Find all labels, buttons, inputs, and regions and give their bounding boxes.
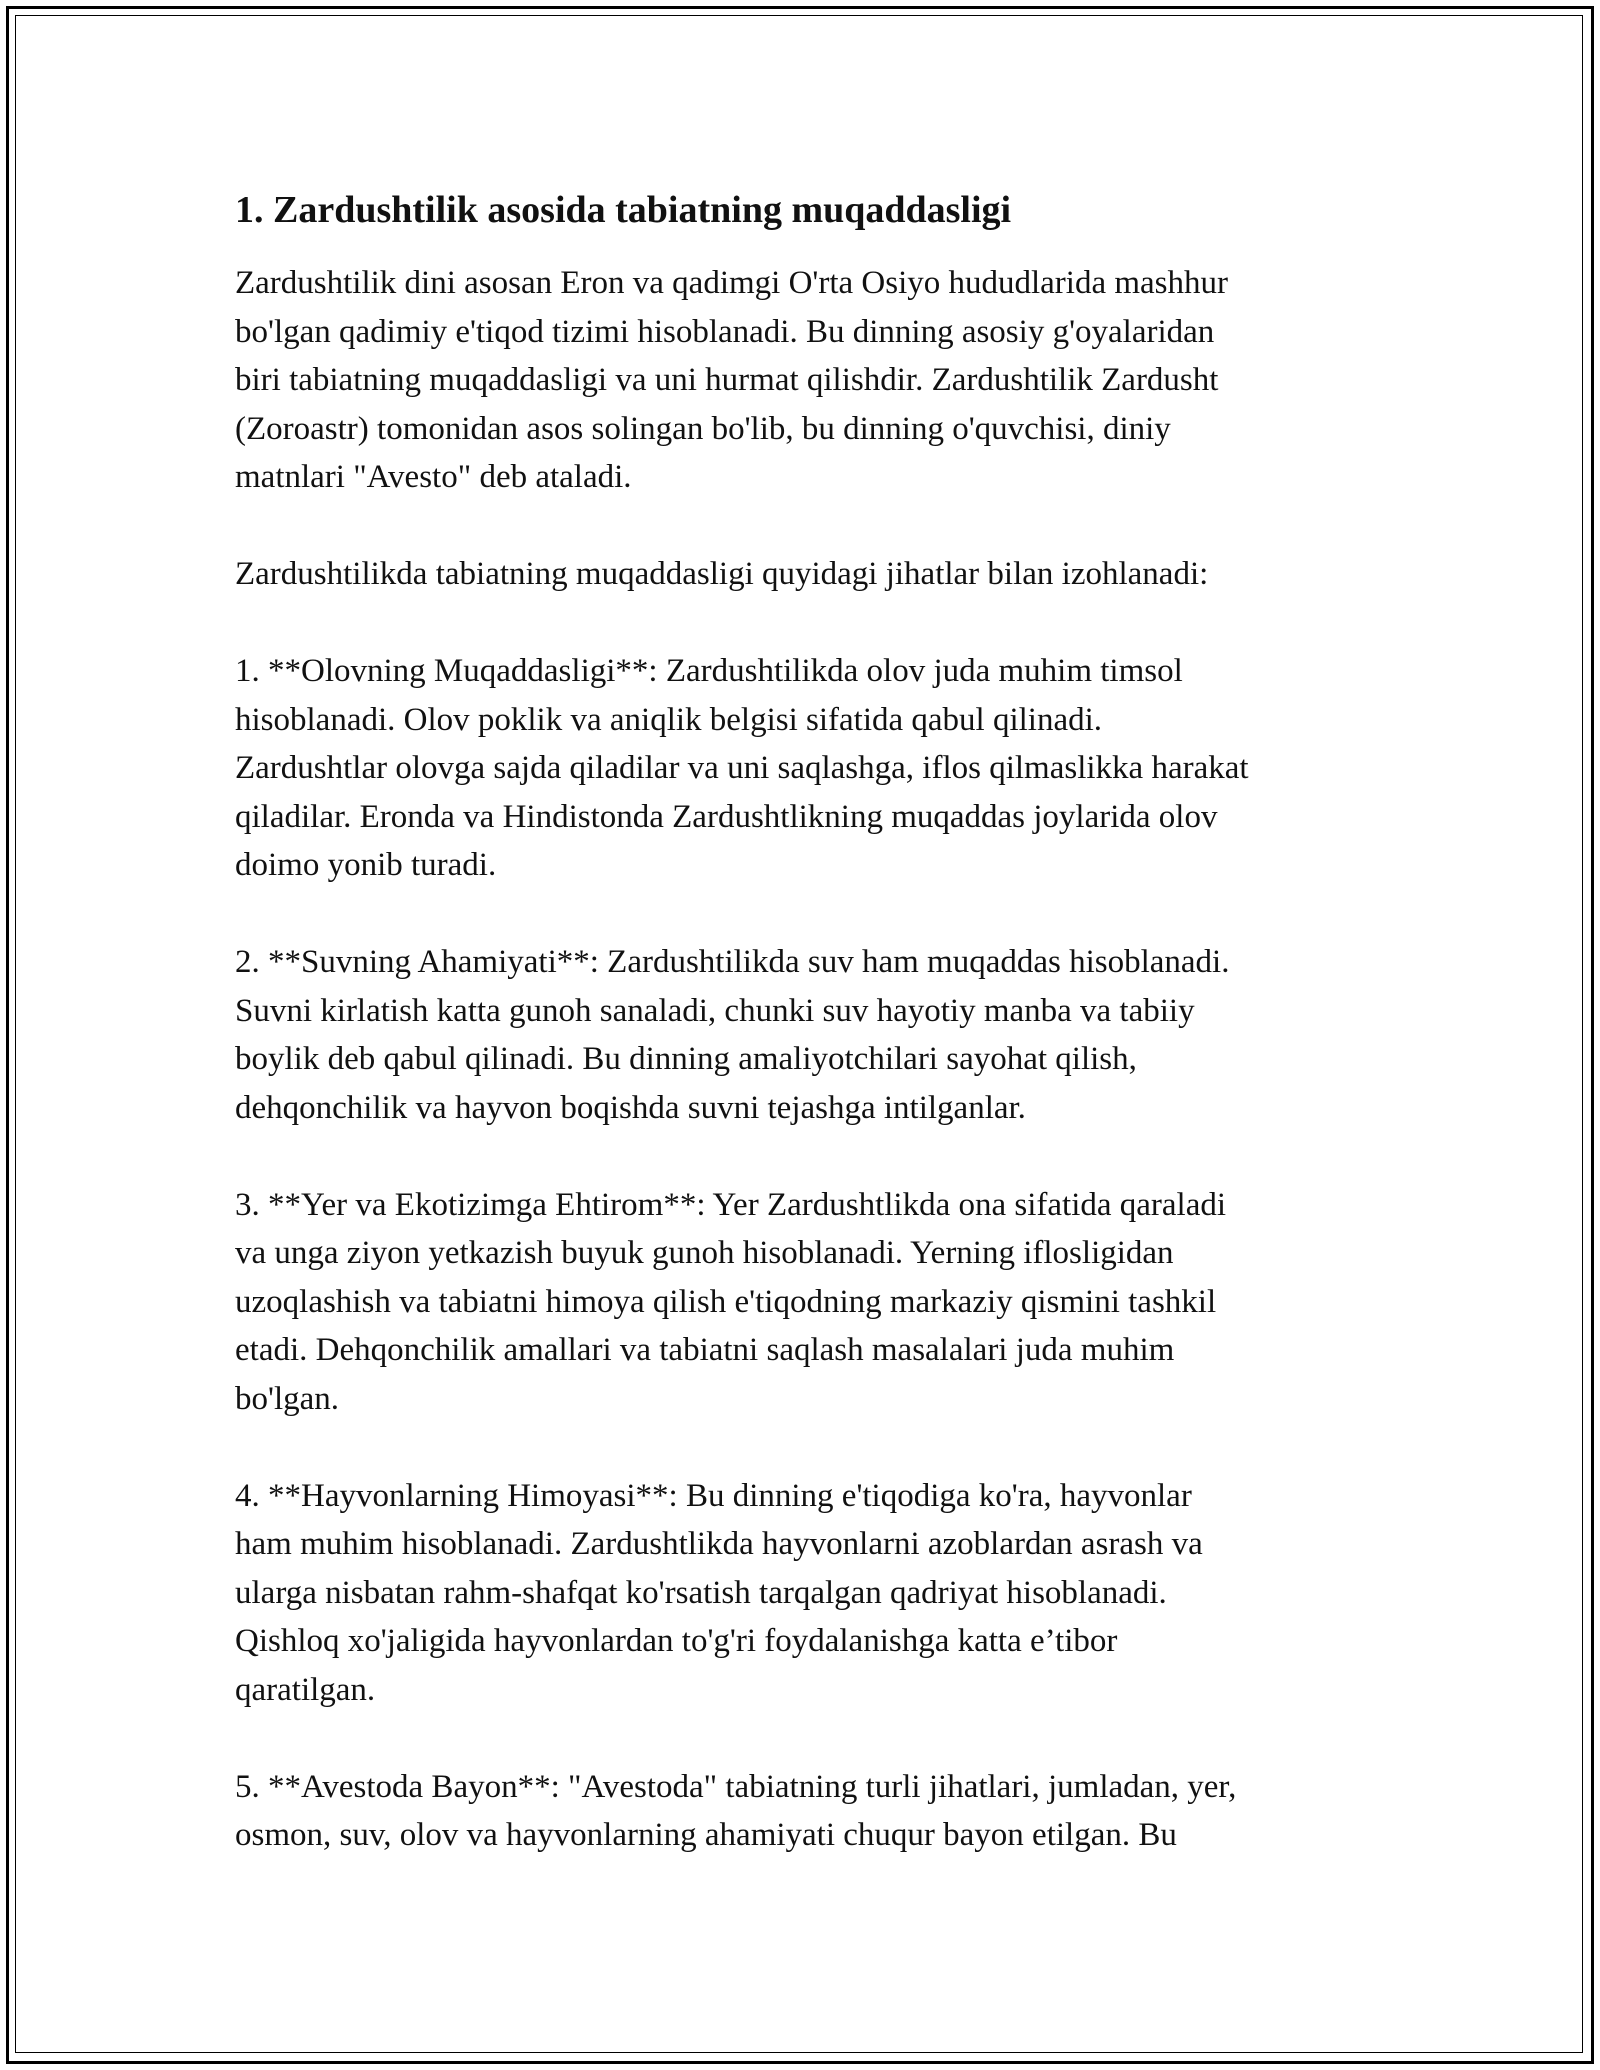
list-item-earth: 3. **Yer va Ekotizimga Ehtirom**: Yer Zardushtlikda ona sifatida qaraladi va unga ziyon yetkazish buyuk gunoh hisoblanadi. Yerning iflosligidan uzoqlashish va tabiatni himoya qilish e'tiqodning markaziy qismini tashkil etadi. Dehqonchilik amallari va tabiatni saqlash masalalari juda muhim bo'lgan. [235, 1186, 1227, 1417]
document-body [235, 186, 1375, 1908]
list-item-fire: 1. **Olovning Muqaddasligi**: Zardushtilikda olov juda muhim timsol hisoblanadi. Olov poklik va aniqlik belgisi sifatida qabul qilinadi. Zardushtlar olovga sajda qiladilar va uni saqlashga, iflos qilmaslikka harakat qiladilar. Eronda va Hindistonda Zardushtlikning muqaddas joylarida olov doimo yonib turadi. [235, 653, 1249, 884]
list-item-water: 2. **Suvning Ahamiyati**: Zardushtilikda suv ham muqaddas hisoblanadi. Suvni kirlatish katta gunoh sanaladi, chunki suv hayotiy manba va tabiiy boylik deb qabul qilinadi. Bu dinning amaliyotchilari sayohat qilish, dehqonchilik va hayvon boqishda suvni tejashga intilganlar. [235, 944, 1230, 1126]
paragraph-intro: Zardushtilik dini asosan Eron va qadimgi O'rta Osiyo hududlarida mashhur bo'lgan qadimiy e'tiqod tizimi hisoblanadi. Bu dinning asosiy g'oyalaridan biri tabiatning muqaddasligi va uni hurmat qilishdir. Zardushtilik Zardusht (Zoroastr) tomonidan asos solingan bo'lib, bu dinning o'quvchisi, diniy matnlari "Avesto" deb ataladi. [235, 265, 1229, 496]
list-item-animals: 4. **Hayvonlarning Himoyasi**: Bu dinning e'tiqodiga ko'ra, hayvonlar ham muhim hisoblanadi. Zardushtlikda hayvonlarni azoblardan asrash va ularga nisbatan rahm-shafqat ko'rsatish tarqalgan qadriyat hisoblanadi. Qishloq xo'jaligida hayvonlardan to'g'ri foydalanishga katta e’tibor qaratilgan. [235, 1477, 1203, 1708]
paragraph-aspects-intro: Zardushtilikda tabiatning muqaddasligi quyidagi jihatlar bilan izohlanadi: [235, 556, 1209, 593]
document-title: 1. Zardushtilik asosida tabiatning muqaddasligi [235, 189, 1012, 231]
list-item-avesto: 5. **Avestoda Bayon**: "Avestoda" tabiatning turli jihatlari, jumladan, yer, osmon, suv, olov va hayvonlarning ahamiyati chuqur bayon etilgan. Bu [235, 1768, 1237, 1854]
